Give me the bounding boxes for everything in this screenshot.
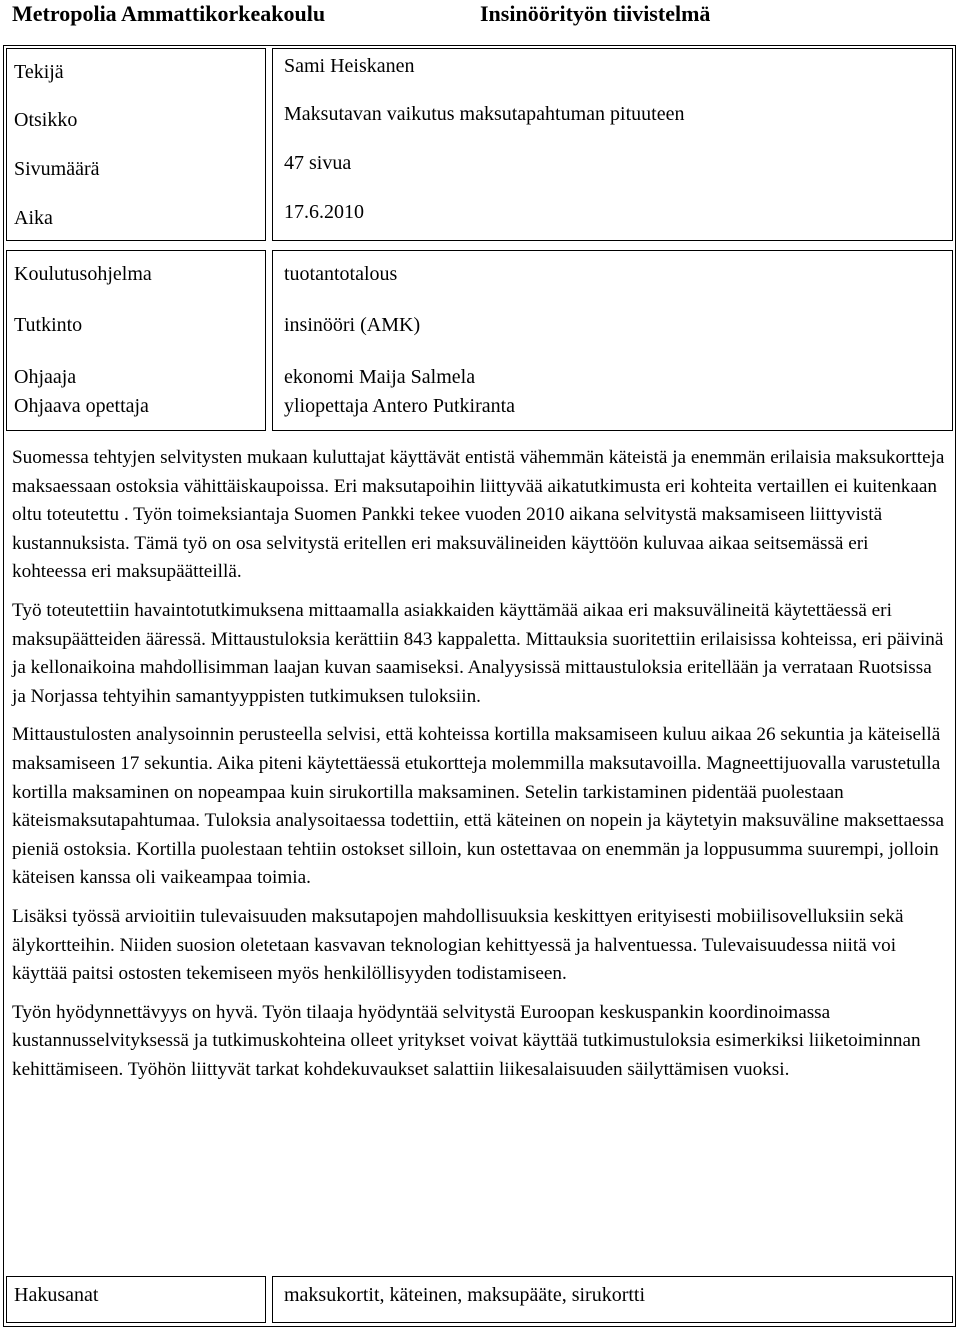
school-name: Metropolia Ammattikorkeakoulu — [12, 1, 326, 26]
degree-label: Tutkinto — [14, 314, 83, 336]
abstract-paragraph: Mittaustulosten analysoinnin perusteella selvisi, että kohteissa kortilla maksamiseen kuluu aikaa 26 sekuntia ja käteisellä maksamiseen 17 sekuntia. Aika piteni käytettäessä etukortteja molemmilla maksutavoilla. Magneettijuovalla varustetulla kortilla maksaminen on nopeampaa kuin sirukortilla maksaminen. Setelin tarkistaminen pidentää puolestaan käteismaksutapahtumaa. Tuloksia analysoitaessa todettiin, että käteinen on nopein ja käytetyin maksuväline maksettaessa pieniä ostoksia. Kortilla puolestaan tehtiin ostokset silloin, kun ostettavaa on enemmän ja loppusumma suurempi, jolloin käteisen kanssa oli vaikeampaa toimia. — [12, 724, 944, 889]
title-label: Otsikko — [14, 109, 78, 131]
pages-value: 47 sivua — [284, 152, 352, 174]
abstract-paragraph: Suomessa tehtyjen selvitysten mukaan kuluttajat käyttävät entistä vähemmän käteistä ja enemmän erilaisia maksukortteja maksaessaan ostoksia vähittäiskaupoissa. Eri maksutapoihin liittyvää aikatutkimusta eri kohteita vertaillen ei kuitenkaan oltu toteutettu . Työn toimeksiantaja Suomen Pankki tekee vuoden 2010 aikana selvitystä maksamiseen liittyvistä kustannuksista. Tämä työ on osa selvitystä eritellen eri maksuvälineiden käyttöön kuluvaa aikaa seitsemässä eri kohteessa eri maksupäätteillä. — [12, 447, 945, 583]
abstract-body — [12, 444, 947, 1094]
keywords-label: Hakusanat — [14, 1284, 99, 1306]
supervisor-value: ekonomi Maija Salmela — [284, 366, 476, 388]
date-label: Aika — [14, 207, 53, 229]
keywords-value: maksukortit, käteinen, maksupääte, sirukortti — [284, 1284, 646, 1306]
programme-value: tuotantotalous — [284, 263, 398, 285]
document-type: Insinöörityön tiivistelmä — [480, 1, 711, 26]
pages-label: Sivumäärä — [14, 158, 100, 180]
author-value: Sami Heiskanen — [284, 55, 415, 77]
instructor-value: yliopettaja Antero Putkiranta — [284, 395, 516, 417]
instructor-label: Ohjaava opettaja — [14, 395, 149, 417]
date-value: 17.6.2010 — [284, 201, 364, 223]
abstract-paragraph: Työn hyödynnettävyys on hyvä. Työn tilaaja hyödyntää selvitystä Euroopan keskuspankin koordinoimassa kustannusselvityksessä ja tutkimuskohteina olleet yritykset voivat käyttää tutkimustuloksia esimerkiksi liiketoiminnan kehittämiseen. Työhön liittyvät tarkat kohdekuvaukset salattiin liikesalaisuuden säilyttämisen vuoksi. — [12, 1001, 921, 1080]
abstract-paragraph: Työ toteutettiin havaintotutkimuksena mittaamalla asiakkaiden käyttämää aikaa eri maksuvälineitä käytettäessä eri maksupäätteiden ääressä. Mittaustuloksia kerättiin 843 kappaletta. Mittauksia suoritettiin erilaisissa kohteissa, eri päivinä ja kellonaikoina mahdollisimman laajan kuvan saamiseksi. Analyysissä mittaustuloksia eritellään ja verrataan Ruotsissa ja Norjassa tehtyihin samantyyppisten tutkimuksen tuloksiin. — [12, 599, 944, 707]
title-value: Maksutavan vaikutus maksutapahtuman pituuteen — [284, 103, 685, 125]
abstract-paragraph: Lisäksi työssä arvioitiin tulevaisuuden maksutapojen mahdollisuuksia keskittyen erityisesti mobiilisovelluksiin sekä älykortteihin. Niiden suosion oletetaan kasvavan teknologian kehittyessä ja halventuessa. Tulevaisuudessa niitä voi käyttää paitsi ostosten tekemiseen myös henkilöllisyyden todistamiseen. — [12, 905, 904, 985]
degree-value: insinööri (AMK) — [284, 314, 421, 336]
supervisor-label: Ohjaaja — [14, 366, 77, 388]
programme-label: Koulutusohjelma — [14, 263, 152, 285]
author-label: Tekijä — [14, 61, 64, 83]
page-header — [12, 0, 952, 36]
